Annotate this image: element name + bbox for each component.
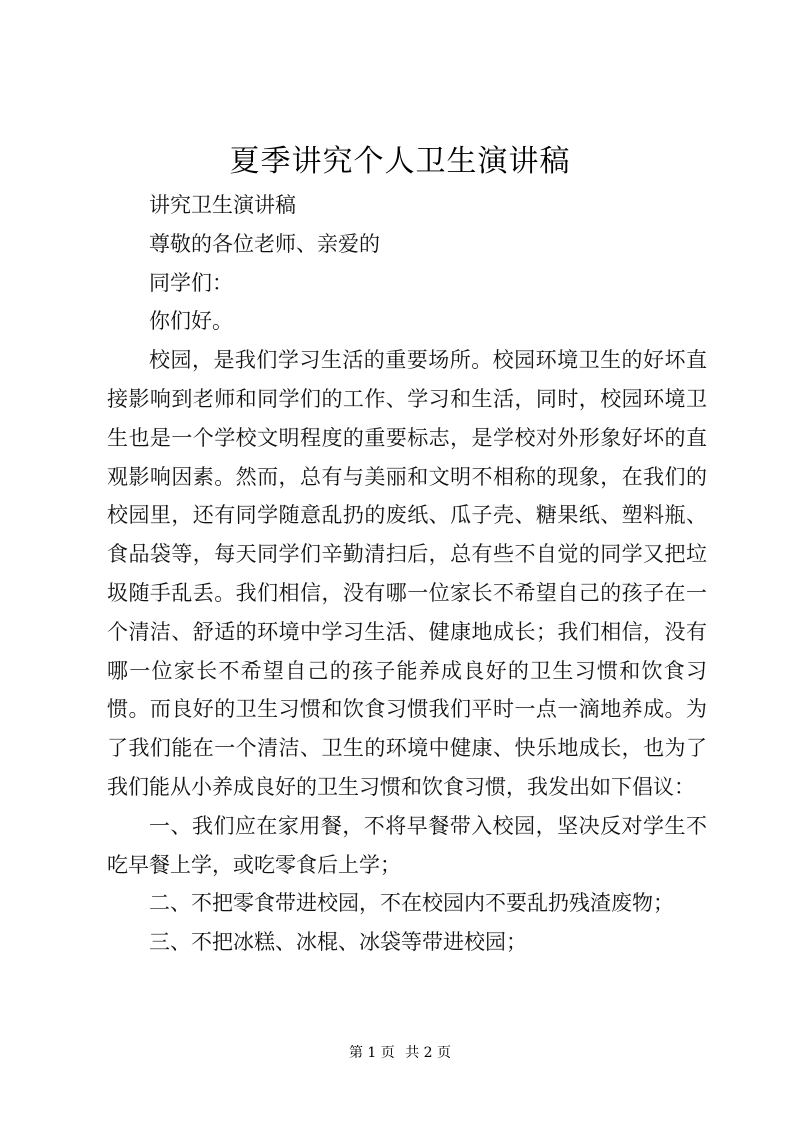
document-title: 夏季讲究个人卫生演讲稿 [229,144,571,179]
paragraph-salutation-cont: 同学们： [149,270,233,295]
page-total: 共 2 页 [405,1045,452,1061]
paragraph-main: 校园，是我们学习生活的重要场所。校园环境卫生的好坏直接影响到老师和同学们的工作、学习和生活，同时，校园环境卫生也是一个学校文明程度的重要标志，是学校对外形象好坏的直观影响因素。然而，总有与美丽和文明不相称的现象，在我们的校园里，还有同学随意乱扔的废纸、瓜子壳、糖果纸、塑料瓶、食品袋等，每天同学们辛勤清扫后，总有些不自觉的同学又把垃圾随手乱丢。我们相信，没有哪一位家长不希望自己的孩子在一个清洁、舒适的环境中学习生活、健康地成长；我们相信，没有哪一位家长不希望自己的孩子能养成良好的卫生习惯和饮食习惯。而良好的卫生习惯和饮食习惯我们平时一点一滴地养成。为了我们能在一个清洁、卫生的环境中健康、快乐地成长，也为了我们能从小养成良好的卫生习惯和饮食习惯，我发出如下倡议： [107,348,707,799]
paragraph-proposal-3: 三、不把冰糕、冰棍、冰袋等带进校园； [149,930,527,955]
page-footer [0,1043,800,1063]
paragraph-salutation: 尊敬的各位老师、亲爱的 [149,231,380,256]
paragraph-proposal-2: 二、不把零食带进校园，不在校园内不要乱扔残渣废物； [149,891,674,916]
document-body [107,186,707,962]
page-number: 第 1 页 [348,1045,395,1061]
paragraph-subtitle: 讲究卫生演讲稿 [149,193,296,217]
paragraph-proposal-1: 一、我们应在家用餐，不将早餐带入校园，坚决反对学生不吃早餐上学，或吃零食后上学； [107,813,707,877]
paragraph-greeting: 你们好。 [149,309,233,334]
